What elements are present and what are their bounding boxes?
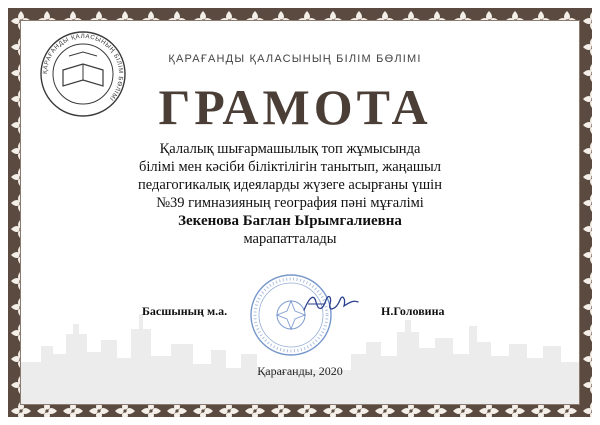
certificate-text: [100, 140, 480, 248]
text-line-1: Қалалық шығармашылық топ жұмысында: [159, 141, 421, 157]
signatory-name: Н.Головина: [381, 304, 445, 318]
handwritten-signature: [300, 290, 362, 318]
text-line-4: №39 гимназияның география пәні мұғалімі: [156, 195, 424, 211]
department-name: ҚАРАҒАНДЫ ҚАЛАСЫНЫҢ БІЛІМ БӨЛІМІ: [168, 53, 422, 65]
recipient-name: Зекенова Баглан Ырымгалиевна: [178, 213, 402, 229]
emblem-logo-icon: [39, 30, 127, 118]
text-line-3: педагогикалық идеяларды жүзеге асырғаны үшін: [138, 177, 442, 193]
award-action: марапатталады: [243, 231, 337, 247]
svg-text:ҚАРАҒАНДЫ ҚАЛАСЫНЫҢ БІЛІМ БӨЛІ: ҚАРАҒАНДЫ ҚАЛАСЫНЫҢ БІЛІМ БӨЛІМІ: [41, 32, 125, 103]
certificate-title: ГРАМОТА: [158, 79, 432, 135]
place-and-year: Қарағанды, 2020: [257, 364, 343, 378]
signatory-position: Басшының м.а.: [142, 304, 228, 318]
text-line-2: білімі мен кәсіби біліктілігін танытып, жаңашыл: [138, 159, 442, 175]
